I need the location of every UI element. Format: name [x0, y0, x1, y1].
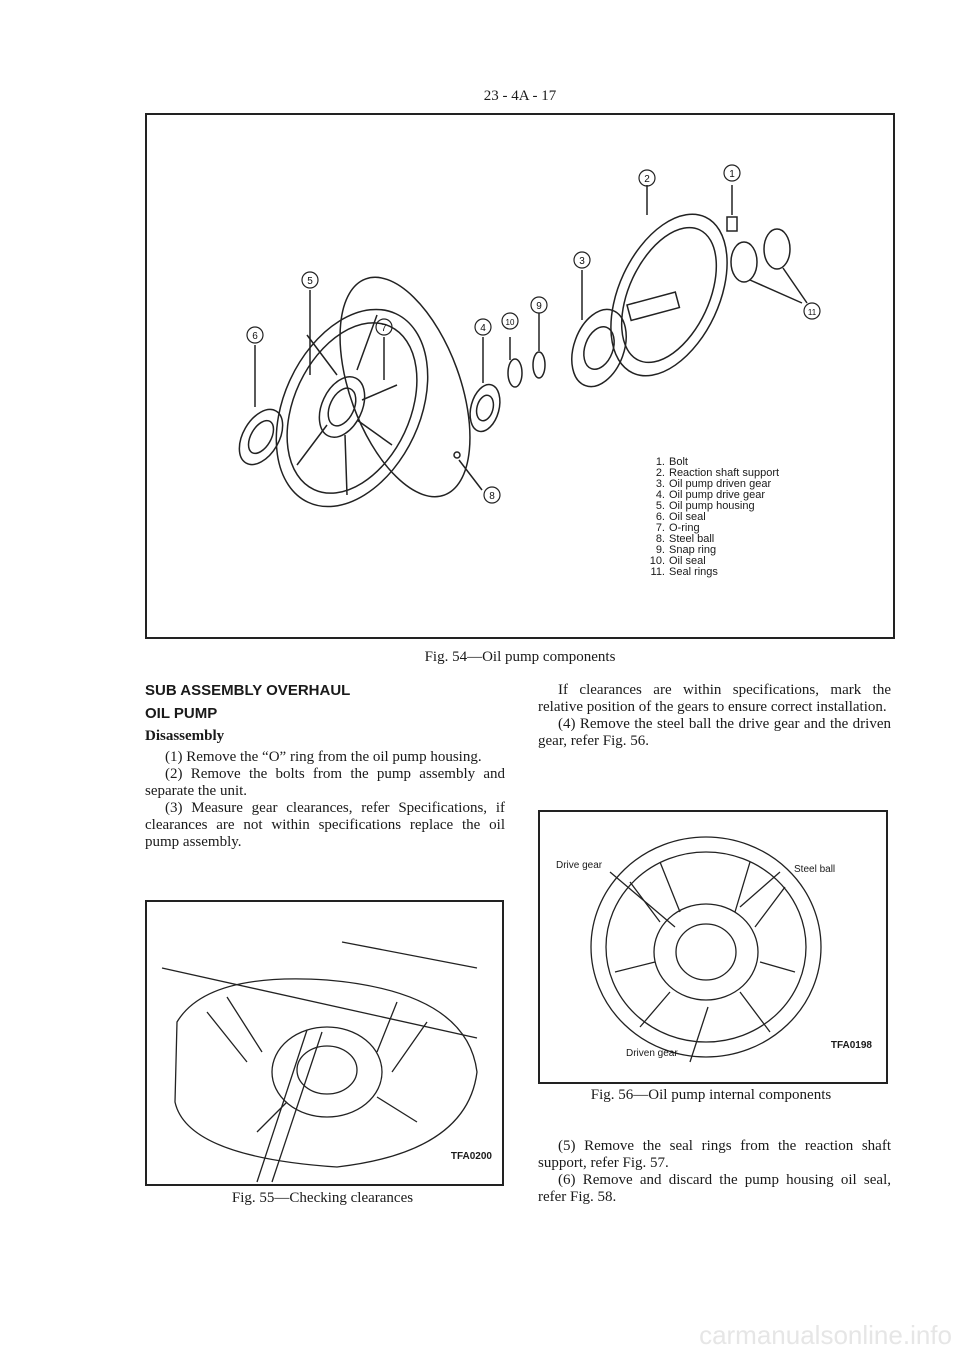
driven-gear-part	[562, 302, 636, 394]
callout-5: 5	[307, 276, 313, 287]
figure-56-frame	[538, 810, 888, 1084]
callout-1: 1	[729, 169, 735, 180]
callout-9: 9	[536, 301, 542, 312]
right-column-top	[538, 682, 891, 750]
figure-55-caption: Fig. 55—Checking clearances	[231, 1190, 414, 1206]
callout-11: 11	[807, 308, 817, 317]
legend-item: 11. Seal rings	[650, 566, 718, 578]
paragraph: (2) Remove the bolts from the pump assembly and separate the unit.	[145, 766, 505, 799]
figure-56-caption: Fig. 56—Oil pump internal components	[590, 1087, 832, 1103]
checking-clearances-illustration	[147, 902, 502, 1184]
figure-55-frame	[145, 900, 504, 1186]
figure-54-frame	[145, 113, 895, 639]
drive-gear-label: Drive gear	[556, 860, 603, 871]
oil-pump-exploded-diagram	[147, 115, 893, 637]
drive-gear-part	[465, 381, 504, 435]
paragraph: (1) Remove the “O” ring from the oil pump housing.	[165, 749, 482, 765]
left-column	[145, 682, 505, 851]
o-ring-part	[314, 260, 496, 514]
pump-housing-part	[246, 285, 457, 531]
page-number: 23 - 4A - 17	[483, 88, 557, 104]
steel-ball-label: Steel ball	[794, 864, 836, 875]
figure-56-code: TFA0198	[830, 1040, 872, 1051]
paragraph: (3) Measure gear clearances, refer Specifications, if clearances are not within specifications replace the oil pump assembly.	[145, 800, 505, 850]
driven-gear-label: Driven gear	[626, 1048, 678, 1059]
figure-54-legend	[643, 457, 779, 578]
callout-6: 6	[252, 331, 258, 342]
paragraph: If clearances are within specifications, mark the relative position of the gears to ensure correct installation.	[538, 682, 891, 715]
callout-2: 2	[644, 174, 650, 185]
callout-10: 10	[505, 318, 515, 327]
oil-seal-part	[230, 402, 291, 472]
legend-item: 3. Oil pump driven gear	[655, 478, 772, 490]
subsection-heading: OIL PUMP	[145, 705, 218, 722]
legend-item: 10. Oil seal	[649, 555, 706, 567]
figure-54-caption: Fig. 54—Oil pump components	[424, 649, 616, 665]
callout-4: 4	[480, 323, 486, 334]
callout-3: 3	[579, 256, 585, 267]
section-heading: SUB ASSEMBLY OVERHAUL	[145, 682, 351, 699]
legend-item: 4. Oil pump drive gear	[655, 489, 765, 501]
reaction-shaft-support-part	[587, 196, 750, 394]
legend-item: 9. Snap ring	[655, 544, 717, 556]
right-column-bottom	[538, 1138, 891, 1206]
procedure-heading: Disassembly	[145, 728, 225, 744]
paragraph: (4) Remove the steel ball the drive gear and the driven gear, refer Fig. 56.	[538, 716, 891, 749]
figure-55-code: TFA0200	[450, 1151, 492, 1162]
legend-item: 5. Oil pump housing	[655, 500, 755, 512]
watermark: carmanualsonline.info	[699, 1320, 952, 1350]
legend-item: 1. Bolt	[655, 456, 688, 468]
paragraph: (6) Remove and discard the pump housing oil seal, refer Fig. 58.	[538, 1172, 891, 1205]
legend-item: 7. O-ring	[655, 522, 700, 534]
callout-7: 7	[381, 323, 387, 334]
callout-8: 8	[489, 491, 495, 502]
legend-item: 6. Oil seal	[655, 511, 706, 523]
legend-item: 2. Reaction shaft support	[655, 467, 780, 479]
paragraph: (5) Remove the seal rings from the reaction shaft support, refer Fig. 57.	[538, 1138, 891, 1171]
legend-item: 8. Steel ball	[655, 533, 715, 545]
